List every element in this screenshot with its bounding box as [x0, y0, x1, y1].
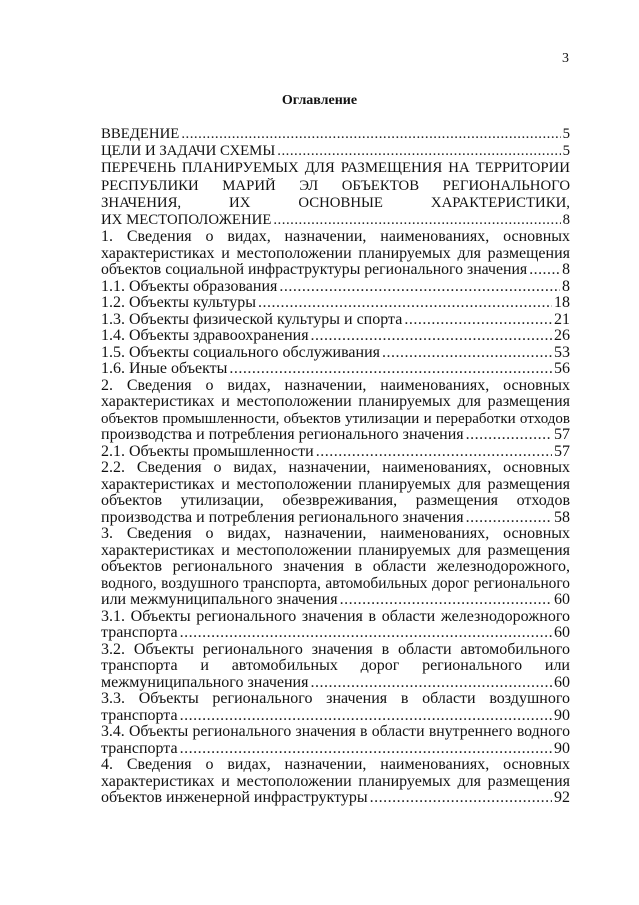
- toc-entry-title: 1.4. Объекты здравоохранения: [101, 327, 309, 345]
- toc-entry-title: объектов инженерной инфраструктуры: [101, 789, 368, 807]
- toc-entry-last-line: [101, 262, 570, 279]
- toc-page-number: 8: [562, 261, 570, 279]
- toc-entry-line: 3. Сведения о видах, назначении, наименованиях, основных: [101, 526, 570, 543]
- toc-entry[interactable]: [101, 312, 570, 329]
- toc-entry-title: производства и потребления регионального значения: [101, 426, 464, 444]
- toc-entry-title: 2.1. Объекты промышленности: [101, 442, 314, 460]
- toc-page-number: 8: [562, 277, 570, 295]
- toc-entry-line: 1. Сведения о видах, назначении, наименованиях, основных: [101, 229, 570, 246]
- toc-entry-last-line: [101, 444, 570, 461]
- dot-leader: [258, 295, 552, 312]
- dot-leader: [529, 262, 560, 279]
- toc-entry-title: производства и потребления регионального значения: [101, 508, 464, 526]
- toc-entry[interactable]: [101, 143, 570, 160]
- toc-entry-line: характеристиках и местоположении планируемых для размещения: [101, 476, 570, 493]
- toc-entry-line: 3.1. Объекты регионального значения в области железнодорожного: [101, 608, 570, 625]
- toc-page-number: 60: [554, 673, 570, 691]
- toc-entry-line: объектов утилизации, обезвреживания, размещения отходов: [101, 493, 570, 510]
- toc-entry-title: 1.5. Объекты социального обслуживания: [101, 343, 381, 361]
- toc-page-number: 26: [554, 327, 570, 345]
- toc-entry-title: объектов социальной инфраструктуры регионального значения: [101, 261, 528, 279]
- toc-entry-line: водного, воздушного транспорта, автомобильных дорог регионального: [101, 575, 570, 592]
- toc-entry[interactable]: [101, 757, 570, 807]
- toc-page-number: 57: [554, 442, 570, 460]
- dot-leader: [316, 444, 552, 461]
- toc-entry-line: характеристиках и местоположении планируемых для размещения: [101, 773, 570, 790]
- toc-entry-last-line: [101, 345, 570, 362]
- toc-entry[interactable]: [101, 126, 570, 143]
- toc-entry-last-line: [101, 741, 570, 758]
- toc-entry-last-line: [101, 361, 570, 378]
- dot-leader: [273, 212, 560, 229]
- toc-page-number: 8: [562, 211, 570, 228]
- toc-entry[interactable]: [101, 160, 570, 229]
- toc-entry[interactable]: [101, 345, 570, 362]
- toc-entry[interactable]: [101, 361, 570, 378]
- dot-leader: [466, 427, 552, 444]
- table-of-contents: [101, 126, 570, 807]
- toc-entry-line: 2.2. Сведения о видах, назначении, наименованиях, основных: [101, 460, 570, 477]
- toc-entry-title: транспорта: [101, 739, 178, 757]
- toc-entry[interactable]: [101, 691, 570, 724]
- toc-entry[interactable]: [101, 724, 570, 757]
- dot-leader: [466, 510, 552, 527]
- toc-entry-line: 3.4. Объекты регионального значения в области внутреннего водного: [101, 724, 570, 741]
- toc-entry-last-line: [101, 592, 570, 609]
- dot-leader: [404, 312, 552, 329]
- toc-entry-title: 1.6. Иные объекты: [101, 360, 228, 378]
- toc-entry[interactable]: [101, 642, 570, 692]
- toc-entry[interactable]: [101, 328, 570, 345]
- toc-entry-last-line: [101, 212, 570, 229]
- toc-entry-title: межмуниципального значения: [101, 673, 309, 691]
- toc-entry-line: ЗНАЧЕНИЯ, ИХ ОСНОВНЫЕ ХАРАКТЕРИСТИКИ,: [101, 194, 570, 211]
- toc-entry-last-line: [101, 790, 570, 807]
- toc-entry-last-line: [101, 328, 570, 345]
- toc-title: Оглавление: [281, 93, 358, 108]
- toc-entry-last-line: [101, 279, 570, 296]
- toc-entry[interactable]: [101, 444, 570, 461]
- dot-leader: [279, 279, 560, 296]
- toc-entry-line: 2. Сведения о видах, назначении, наименованиях, основных: [101, 377, 570, 394]
- toc-entry-line: характеристиках и местоположении планируемых для размещения: [101, 245, 570, 262]
- toc-page-number: 90: [554, 706, 570, 724]
- dot-leader: [382, 345, 552, 362]
- toc-entry-last-line: [101, 510, 570, 527]
- toc-page-number: 58: [554, 508, 570, 526]
- toc-page-number: 5: [562, 143, 570, 160]
- toc-entry-last-line: [101, 708, 570, 725]
- toc-page-number: 5: [562, 126, 570, 142]
- dot-leader: [180, 625, 552, 642]
- toc-entry[interactable]: [101, 609, 570, 642]
- dot-leader: [181, 126, 560, 143]
- toc-entry-last-line: [101, 427, 570, 444]
- toc-entry-line: характеристиках и местоположении планируемых для размещения: [101, 394, 570, 411]
- toc-entry-title: транспорта: [101, 706, 178, 724]
- toc-page-number: 53: [554, 343, 570, 361]
- toc-entry-line: 3.3. Объекты регионального значения в области воздушного: [101, 691, 570, 708]
- toc-entry-last-line: [101, 126, 570, 143]
- toc-entry-line: 4. Сведения о видах, назначении, наименованиях, основных: [101, 757, 570, 774]
- toc-entry-title: 1.3. Объекты физической культуры и спорта: [101, 310, 403, 328]
- toc-entry[interactable]: [101, 378, 570, 444]
- dot-leader: [310, 675, 552, 692]
- page-number: 3: [562, 51, 569, 66]
- toc-entry-title: 1.2. Объекты культуры: [101, 294, 257, 312]
- dot-leader: [370, 790, 552, 807]
- toc-entry-line: 3.2. Объекты регионального значения в области автомобильного: [101, 641, 570, 658]
- toc-entry-line: объектов промышленности, объектов утилизации и переработки отходов: [101, 410, 570, 427]
- toc-entry-line: РЕСПУБЛИКИ МАРИЙ ЭЛ ОБЪЕКТОВ РЕГИОНАЛЬНОГО: [101, 177, 570, 194]
- toc-page-number: 21: [554, 310, 570, 328]
- toc-entry-title: ИХ МЕСТОПОЛОЖЕНИЕ: [101, 211, 272, 228]
- toc-entry-title: 1.1. Объекты образования: [101, 277, 278, 295]
- dot-leader: [311, 328, 552, 345]
- toc-page-number: 90: [554, 739, 570, 757]
- toc-entry-last-line: [101, 312, 570, 329]
- toc-entry-last-line: [101, 143, 570, 160]
- toc-entry-line: ПЕРЕЧЕНЬ ПЛАНИРУЕМЫХ ДЛЯ РАЗМЕЩЕНИЯ НА ТЕРРИТОРИИ: [101, 160, 570, 177]
- toc-entry-title: ВВЕДЕНИЕ: [101, 126, 180, 142]
- toc-page-number: 57: [554, 426, 570, 444]
- toc-entry[interactable]: [101, 279, 570, 296]
- toc-entry[interactable]: [101, 229, 570, 279]
- toc-entry-title: или межмуниципального значения: [101, 591, 338, 609]
- dot-leader: [180, 708, 552, 725]
- toc-page-number: 60: [554, 591, 570, 609]
- dot-leader: [340, 592, 552, 609]
- dot-leader: [229, 361, 552, 378]
- toc-entry-last-line: [101, 675, 570, 692]
- toc-entry[interactable]: [101, 526, 570, 609]
- dot-leader: [277, 143, 560, 160]
- toc-entry-title: транспорта: [101, 624, 178, 642]
- dot-leader: [180, 741, 552, 758]
- toc-page-number: 18: [554, 294, 570, 312]
- toc-entry-last-line: [101, 295, 570, 312]
- toc-page-number: 60: [554, 624, 570, 642]
- toc-entry-line: объектов регионального значения в области железнодорожного,: [101, 559, 570, 576]
- toc-entry-last-line: [101, 625, 570, 642]
- toc-page-number: 56: [554, 360, 570, 378]
- toc-entry[interactable]: [101, 460, 570, 526]
- toc-page-number: 92: [554, 789, 570, 807]
- toc-entry-line: характеристиках и местоположении планируемых для размещения: [101, 542, 570, 559]
- toc-entry[interactable]: [101, 295, 570, 312]
- toc-entry-title: ЦЕЛИ И ЗАДАЧИ СХЕМЫ: [101, 143, 276, 160]
- toc-entry-line: транспорта и автомобильных дорог регионального или: [101, 658, 570, 675]
